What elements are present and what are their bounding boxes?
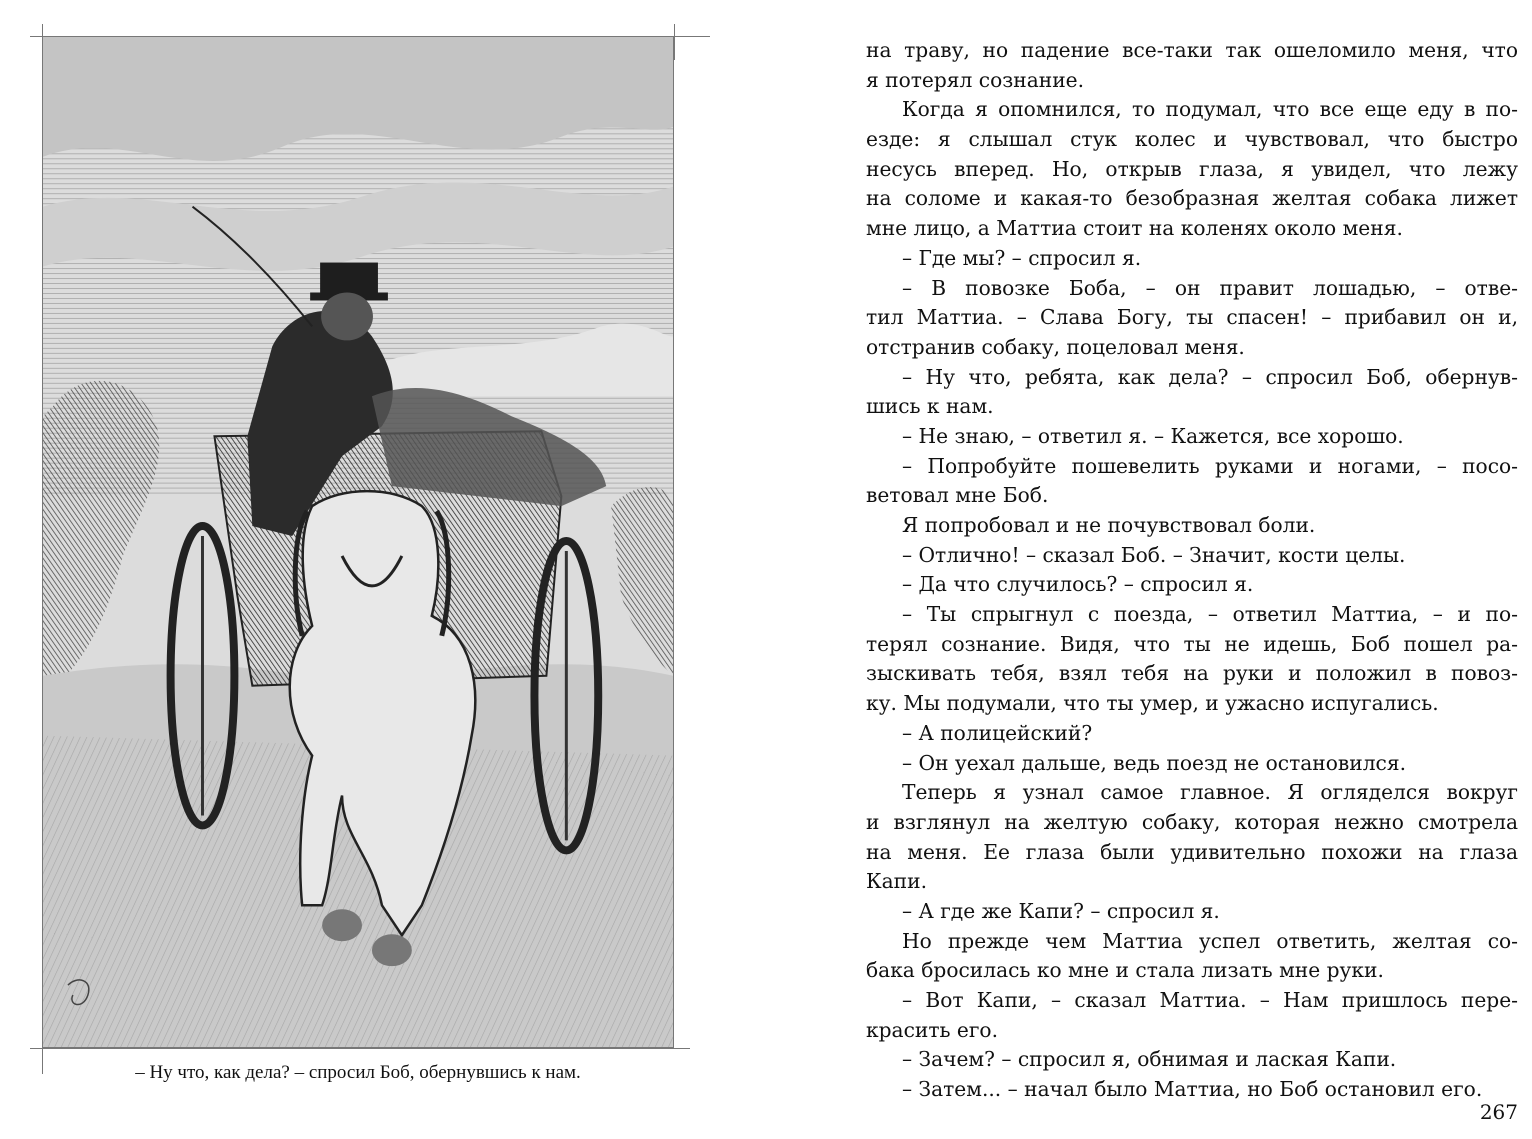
crop-mark <box>674 24 675 60</box>
text-line: – Не знаю, – ответил я. – Кажется, все хорошо. <box>902 423 1404 448</box>
illustration-caption: – Ну что, как дела? – спросил Боб, обернувшись к нам. <box>135 1062 581 1083</box>
text-line: на соломе и какая-то безобразная желтая собака лижет <box>866 186 1518 211</box>
text-line: – Попробуйте пошевелить руками и ногами, – посо- <box>902 453 1518 478</box>
illustration <box>42 36 674 1048</box>
text-line: – Вот Капи, – сказал Маттиа. – Нам пришлось пере- <box>902 988 1518 1012</box>
text-line: зыскивать тебя, взял тебя на руки и положил в повоз- <box>866 661 1518 686</box>
text-line: на меня. Ее глаза были удивительно похожи на глаза <box>866 839 1518 864</box>
crop-mark <box>30 1048 690 1049</box>
engraving-horse-cart <box>43 37 673 1047</box>
text-line: ветовал мне Боб. <box>866 483 1049 508</box>
text-line: – Он уехал дальше, ведь поезд не остановился. <box>902 750 1407 775</box>
text-line: Я попробовал и не почувствовал боли. <box>902 513 1316 537</box>
text-line: и взглянул на желтую собаку, которая нежно смотрела <box>866 809 1518 834</box>
text-line: Когда я опомнился, то подумал, что все еще еду в по- <box>902 97 1518 122</box>
text-line: мне лицо, а Маттиа стоит на коленях около меня. <box>866 216 1403 241</box>
text-line: терял сознание. Видя, что ты не идешь, Боб пошел ра- <box>866 631 1518 656</box>
text-line: – А полицейский? <box>902 720 1093 745</box>
text-line: – Ну что, ребята, как дела? – спросил Боб, обернув- <box>902 364 1518 389</box>
text-line: – Ты спрыгнул с поезда, – ответил Маттиа, – и по- <box>902 602 1518 627</box>
text-line: – Где мы? – спросил я. <box>902 245 1142 270</box>
text-line: езде: я слышал стук колес и чувствовал, что быстро <box>866 127 1518 152</box>
text-line: – В повозке Боба, – он правит лошадью, – отве- <box>902 275 1518 300</box>
text-line: красить его. <box>866 1017 999 1042</box>
text-line: Капи. <box>866 869 927 894</box>
text-line: тил Маттиа. – Слава Богу, ты спасен! – прибавил он и, <box>866 305 1518 330</box>
text-line: я потерял сознание. <box>866 67 1085 92</box>
text-line: – Зачем? – спросил я, обнимая и лаская Капи. <box>902 1047 1397 1072</box>
text-line: несусь вперед. Но, открыв глаза, я увидел, что лежу <box>866 156 1518 181</box>
text-line: отстранив собаку, поцеловал меня. <box>866 334 1245 359</box>
text-line: – Да что случилось? – спросил я. <box>902 572 1254 597</box>
text-line: Но прежде чем Маттиа успел ответить, желтая со- <box>902 928 1518 953</box>
text-line: Теперь я узнал самое главное. Я огляделся вокруг <box>902 780 1518 805</box>
page-number: 267 <box>1479 1100 1518 1124</box>
text-line: на траву, но падение все-таки так ошеломило меня, что <box>866 38 1518 62</box>
body-text <box>866 36 1518 1105</box>
text-line: ку. Мы подумали, что ты умер, и ужасно испугались. <box>866 691 1439 716</box>
text-line: – А где же Капи? – спросил я. <box>902 898 1220 923</box>
text-line: шись к нам. <box>866 394 994 419</box>
text-line: бака бросилась ко мне и стала лизать мне руки. <box>866 958 1384 983</box>
text-line: – Затем... – начал было Маттиа, но Боб остановил его. <box>902 1077 1483 1102</box>
text-line: – Отлично! – сказал Боб. – Значит, кости целы. <box>902 542 1406 567</box>
